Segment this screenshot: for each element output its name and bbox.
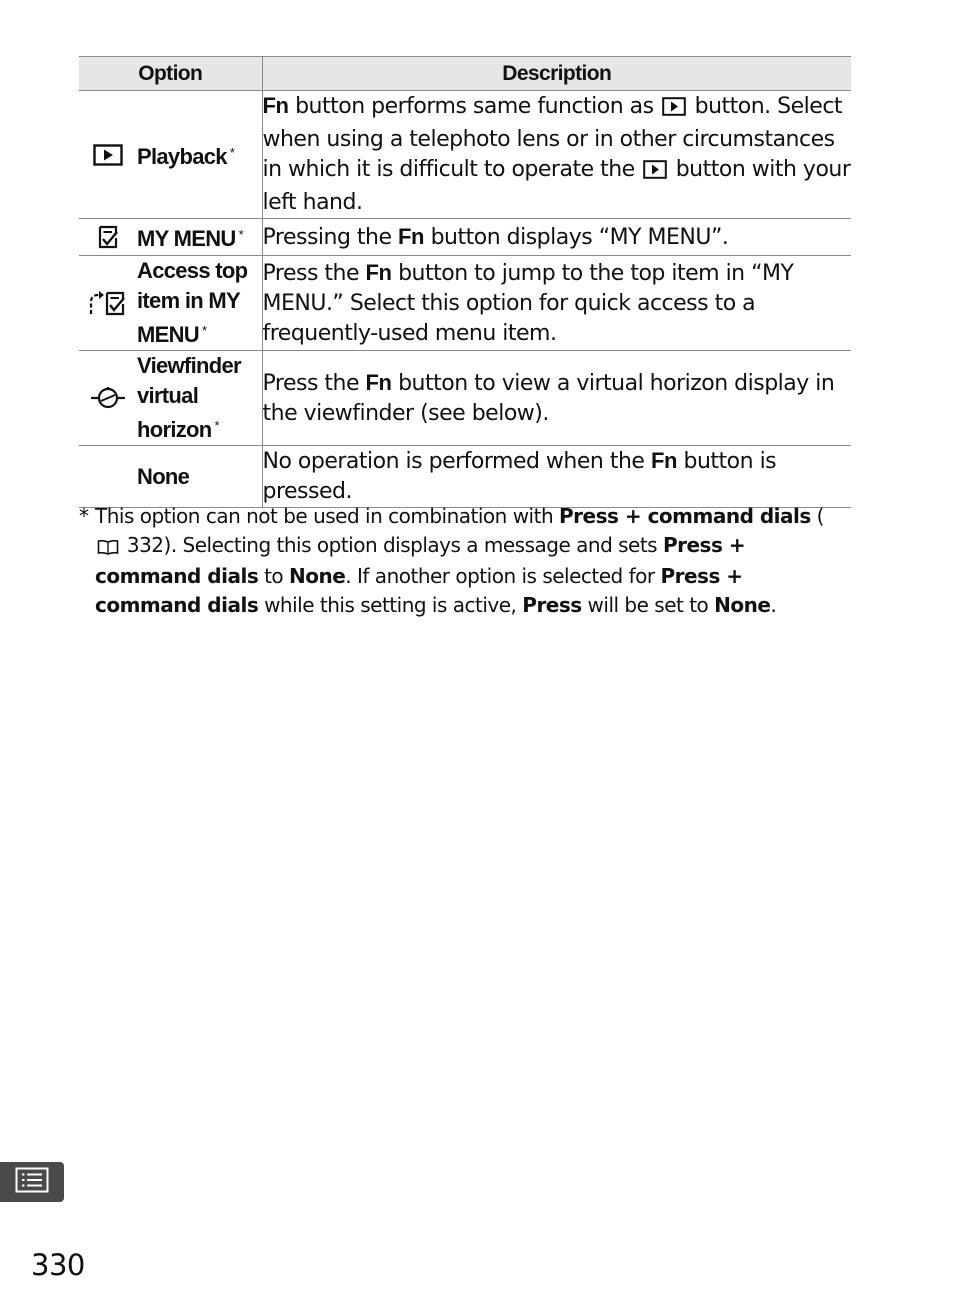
playback-icon (79, 144, 137, 166)
option-cell (79, 91, 262, 219)
fn-button-label: Fn (365, 369, 392, 395)
description-text: button is pressed. (262, 449, 777, 504)
footnote-emphasis: Press + command dials (95, 532, 746, 589)
my-menu-icon (79, 224, 137, 250)
description-text: Press the (262, 370, 366, 396)
description-text: button to jump to the top item in “MY MENU.” Select this option for quick access to a frequently-used menu item. (262, 260, 794, 346)
footnote-text: . If another option is selected for (345, 564, 661, 589)
footnote-emphasis: Press + command dials (558, 504, 811, 528)
footnote-mark: * (229, 144, 235, 160)
page-number: 330 (31, 1248, 85, 1282)
description-text: button. Select when using a telephoto lens or in other circumstances in which it is difficult to operate the (262, 94, 843, 182)
table-footnote (79, 502, 839, 620)
table-row-my-menu (79, 219, 851, 256)
description-text: Pressing the (262, 224, 399, 250)
description-column-header: Description (262, 57, 851, 91)
description-cell (262, 256, 851, 351)
footnote-mark: * (238, 227, 243, 242)
option-label-line: MENU (137, 322, 199, 347)
description-cell (262, 219, 851, 256)
option-cell (79, 256, 262, 351)
footnote-emphasis: Press (522, 593, 582, 618)
option-label: None (137, 463, 190, 489)
footnote-star: * (79, 504, 89, 528)
fn-button-label: Fn (398, 223, 425, 249)
footnote-text: 332). Selecting this option displays a message and sets (121, 532, 663, 557)
virtual-horizon-icon (79, 385, 137, 411)
section-tab (0, 1162, 64, 1202)
menu-list-icon (15, 1167, 49, 1197)
table-row-access-top-item (79, 256, 851, 351)
option-label-line: Viewfinder (137, 353, 241, 378)
footnote-text: will be set to (581, 593, 715, 618)
footnote-text: . (770, 593, 777, 618)
option-cell (79, 446, 262, 508)
book-reference-icon (97, 534, 119, 563)
description-cell (262, 446, 851, 508)
option-label: MY MENU (137, 226, 236, 251)
footnote-mark: * (214, 418, 219, 433)
description-text: button with your left hand. (262, 157, 851, 215)
footnote-text: This option can not be used in combination with (95, 504, 559, 528)
option-cell (79, 219, 262, 256)
playback-icon (662, 95, 686, 125)
footnote-text: to (258, 564, 290, 589)
description-cell (262, 351, 851, 446)
options-table (79, 56, 851, 508)
option-label-line: Access top (137, 258, 248, 283)
option-label-line: item in MY (137, 288, 241, 313)
table-header-row (79, 57, 851, 91)
footnote-text: ( (810, 504, 824, 528)
table-row-virtual-horizon (79, 351, 851, 446)
description-text: No operation is performed when the (262, 449, 651, 474)
footnote-emphasis: None (289, 564, 346, 589)
fn-button-label: Fn (365, 259, 392, 285)
option-label-line: horizon (137, 417, 212, 442)
footnote-emphasis: None (714, 593, 771, 618)
fn-button-label: Fn (262, 93, 289, 118)
description-cell (262, 91, 851, 219)
description-text: button performs same function as (288, 94, 661, 119)
table-row-none (79, 446, 851, 508)
option-cell (79, 351, 262, 446)
description-text: Press the (262, 260, 366, 286)
footnote-mark: * (201, 323, 207, 338)
footnote-emphasis: Press + command dials (95, 564, 743, 618)
table-row-playback (79, 91, 851, 219)
fn-button-label: Fn (650, 448, 678, 473)
description-text: button to view a virtual horizon display in the viewfinder (see below). (262, 370, 835, 426)
my-menu-top-item-icon (79, 289, 137, 317)
option-label-line: virtual (137, 383, 199, 408)
description-text: button displays “MY MENU”. (424, 224, 729, 250)
footnote-text: while this setting is active, (258, 593, 523, 618)
option-column-header: Option (79, 57, 262, 91)
playback-icon (643, 158, 667, 188)
option-label: Playback (137, 143, 227, 169)
